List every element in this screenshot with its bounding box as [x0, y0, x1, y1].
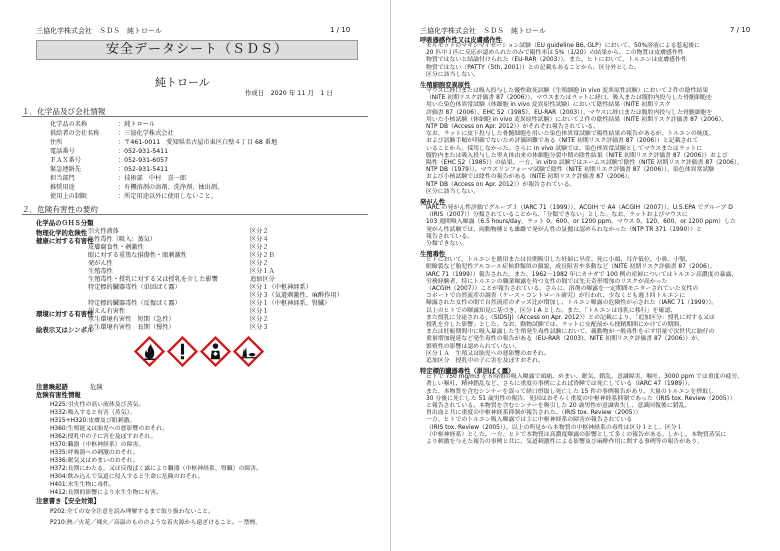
- ghs-class-category: 区分４: [250, 236, 269, 243]
- toxicology-text-line: （IRIS（2007））分類されていることから、「分類できない」とした。なお、ラットおよびマウスに: [426, 212, 688, 219]
- toxicology-text-line: （ACGIH（2007））ことが報告されている。さらに、溶剤の曝露を一定期間モニターされていた女性の: [426, 286, 699, 292]
- ghs-class-category: 区分１: [250, 308, 269, 315]
- company-info-label: 推奨用途: [50, 184, 75, 191]
- toxicology-text-line: 区分に該当しない。: [426, 71, 480, 78]
- toxicology-text-line: （IRIS tox. Review（2005））。以上の所見から本物質の中枢神経系の毒性は区分１とし、区分１: [426, 424, 683, 431]
- toxicology-text-line: 胃出血と共に重度の中枢神経系抑制が報告された。（IRIS tox. Review（2005））: [426, 410, 642, 417]
- exclamation-mark-pictogram-icon: [167, 336, 198, 367]
- product-name: 純トロール: [155, 76, 210, 89]
- toxicology-text-line: 物質ではないと結論付けられた（EU-RAR（2003））。また、ヒトにおいて、トルエンは皮膚感作性: [426, 57, 687, 64]
- hazard-statement: H315+H320:皮膚及び眼刺激。: [50, 418, 136, 424]
- toxicology-text-line: 20 匹中１匹に反応が認められたのみで陽性率は 5%（1/20）の結果から、この物質は皮膚感作性: [426, 50, 684, 57]
- ghs-class-category: 区分２Ｂ: [250, 252, 275, 259]
- hazard-statement: H370:臓器（中枢神経系）の障害。: [50, 442, 145, 448]
- environment-pictogram-icon: [233, 336, 264, 367]
- toxicology-text-line: 曝露された女性の間で自然流産のオッズ比が増加し、トルエン曝露の危険性が示された（IARC 71（1999））。: [426, 300, 718, 307]
- toxicology-text-line: または妊娠期間中に吸入暴露した生殖発生毒性試験において、親動物が一般毒性を示す用量で次世代に胎仔の: [426, 329, 715, 336]
- toxicology-text-line: モルモットのマキシマイゼーション試験（EU guideline B6, GLP）において、50%溶液による惹起後に: [426, 43, 701, 49]
- precautionary-statement: P210:熱／火花／裸火／高温のもののような着火源から遠ざけること。－禁煙。: [50, 520, 262, 526]
- toxicology-text-line: 用いた小核試験（体細胞 in vivo 変異原性試験）において２件の陰性結果（NITE 初期リスク評価書 87（2006）、: [426, 116, 728, 123]
- precautionary-statements-heading: 注意書き【安全対策】: [36, 497, 100, 505]
- page-header: 三協化学株式会社 ＳＤＳ 純トロール: [420, 27, 546, 35]
- toxicology-text-line: 授乳を介した影響」とした。なお、動物試験では、ラットに交配前から授精期間にかけての期間、: [426, 322, 686, 328]
- toxicology-text-line: なお、ラットに皮下投与した骨髄細胞を用いた染色体異常試験で陽性結果の報告があるが、トルエンの純度、: [426, 131, 715, 138]
- ghs-class-name: 皮膚腐食性・刺激性: [88, 244, 144, 251]
- company-info-value: ：純トロール: [118, 121, 156, 128]
- toxicology-text-line: 労務経験者、特にトルエンの職業曝露を持つ女性の間では先天奇形増加のリスクが高かった: [426, 278, 668, 285]
- toxicology-text-line: 区分１Ａ 生殖又は胎児への悪影響のおそれ。: [426, 350, 551, 357]
- toxicology-text-line: 分類できない。: [426, 241, 468, 247]
- ghs-class-category: 区分３（気道刺激性、麻酔作用）: [250, 292, 343, 299]
- toxicology-text-line: ヒトで 750 mg/m3 を８時間の吸入曝露で頭痛、めまい、眠気、錯乱、意識障害、嘔吐、3000 ppm では重度の疲労、: [426, 374, 744, 381]
- ghs-class-category: 区分１Ａ: [250, 268, 275, 275]
- toxicology-text-line: ヒトにおいて、トルエンを濫用または長期吸引した妊婦に早産、死に小頭、耳介低位、小鼻、小顎、: [426, 257, 691, 264]
- toxicology-heading: 特定標的臓器毒性（単回ばく露）: [420, 368, 515, 376]
- toxicology-text-line: （中枢神経系）とした。一方、ヒトで本物質は高濃度曝露の影響として多くの報告がある。しかし、本物質蒸気に: [426, 431, 727, 438]
- company-info-value: ：〒461-0011 愛知県名古屋市東区白壁４丁目 68 番地: [118, 139, 278, 146]
- toxicology-text-line: NTP DB（1979））、マウスリンフォーマ試験で陰性（NITE 初期リスク評価書 87（2006））、染色体異常試験: [426, 167, 715, 174]
- toxicology-text-line: IARC 71（1999））報告された。また、1962～1982 年にカナダで 100 例の産婦についてはトルエン高濃度の暴露、: [426, 271, 738, 278]
- hazard-statement: H360:生殖能又は胎児への悪影響のおそれ。: [50, 426, 169, 432]
- sds-page-right: [390, 0, 780, 551]
- ghs-class-name: 特定標的臓器毒性（単回ばく露）: [88, 284, 181, 291]
- page-number: 1 / 10: [330, 26, 351, 34]
- section2-heading: ２．危険有害性の要約: [22, 205, 98, 214]
- toxicology-text-line: 繁殖性の影響は認められていない。: [426, 343, 521, 350]
- toxicology-text-line: NTP DB（Access on Apr. 2012））が報告されている。: [426, 181, 576, 188]
- document-title: 安全データシート（ＳＤＳ）: [36, 40, 358, 60]
- toxicology-text-line: 眼瞼裂など胎児性アルコール症候群類似の顔貌、成長阻害や多動など（NITE 初期リスク評価書 87（2006）、: [426, 264, 716, 271]
- section1-heading: １．化学品及び会社情報: [22, 107, 106, 116]
- company-info-value: ：三協化学株式会社: [118, 130, 174, 137]
- page-header: 三協化学株式会社 ＳＤＳ 純トロール: [36, 27, 162, 35]
- hazard-statement: H332:吸入すると有害（蒸気）。: [50, 410, 136, 416]
- ghs-classification-heading: 化学品のＧＨＳ分類: [36, 219, 94, 227]
- company-info-label: 住所: [50, 139, 63, 146]
- toxicology-text-line: より刺激を与えた報告の事例と共に、気道刺激性による影響及び麻酔作用に関する事例等の報告があり、: [426, 439, 703, 445]
- toxicology-text-line: 発がん性試験では、両動物種とも雄雌で発がん性の証拠は認められなかった（NTP TR 371（1990））と: [426, 226, 703, 233]
- toxicology-text-line: 一方、ヒトでのトルエン吸入曝露では主に中枢神経系の障害が報告されている: [426, 417, 633, 424]
- toxicology-text-line: また、本物質を含むシンナーを誤って経口摂取し死亡した 15 件の事例報告があり、大量のトルエンを摂取し: [426, 388, 714, 395]
- company-info-label: 供給者の会社名称: [50, 130, 100, 137]
- toxicology-text-line: および小核試験では陰性の報告がある（NITE 初期リスク評価書 87（2006）、: [426, 174, 634, 181]
- toxicology-heading: 生殖細胞変異原性: [420, 82, 471, 89]
- toxicology-text-line: 追加区分 授乳中の子に害を及ぼすおそれ。: [426, 358, 545, 364]
- health-hazards-label: 健康に対する有害性: [36, 237, 94, 245]
- ghs-class-category: 追加区分: [250, 276, 275, 283]
- toxicology-text-line: 報告されている。: [426, 233, 474, 240]
- ghs-class-name: 水生環境有害性 長期（慢性）: [88, 324, 175, 331]
- hazard-statement: H336:眠気又はめまいのおそれ。: [50, 458, 139, 464]
- ghs-class-name: 生殖毒性: [88, 268, 113, 275]
- toxicology-text-line: また授乳に分泌される」（SIDS(J)（Access on Apr. 2012））との記載により、「追加区分：授乳に対する又は: [426, 314, 715, 321]
- ghs-class-category: 区分２: [250, 244, 269, 251]
- hazard-statement: H362:授乳中の子に害を及ぼすおそれ。: [50, 434, 157, 440]
- company-info-label: ＦＡＸ番号: [50, 157, 81, 164]
- environmental-hazards-label: 環境に対する有害性: [36, 310, 94, 318]
- toxicology-text-line: 腹腔内または吸入投与した睾丸体由来の体細胞分裂中期の陰性結果（NITE 初期リスク評価書 87（2006））および: [426, 152, 728, 159]
- health-hazard-pictogram-icon: [200, 336, 231, 367]
- section2-rule: [22, 214, 368, 215]
- toxicology-text-line: 著しい嘔吐、精神錯乱など、さらに重度の事例によれば昏睡では死亡している（IARC 47（1989））。: [426, 381, 694, 388]
- ghs-class-name: 引火性液体: [88, 228, 119, 235]
- hazard-statement: H225:引火性の高い液体及び蒸気。: [50, 402, 145, 408]
- toxicology-text-line: 物質ではない（PATTY（5th, 2001））との記載もあることから、区分外とした。: [426, 64, 640, 71]
- toxicology-text-line: 30 分後に死亡した 51 歳男性の報告、死因はおそらく重度の中枢神経系抑制であった（IRIS tox. Review（2005））: [426, 395, 736, 402]
- toxicology-text-line: 陽性（EHC 52（1985））の結果、一方、in vitro 試験ではエームス試験で陰性（NITE 初期リスク評価書 87（2006）、: [426, 160, 743, 166]
- toxicology-text-line: （NITE 初期リスク評価書 87（2006））、マウスまたはラットに経口、吸入または腹腔内投与した骨髄細胞を: [426, 95, 713, 102]
- hazard-statements-heading: 危険有害性情報: [36, 391, 81, 399]
- toxicology-text-line: 重量増加遅延など発生毒性の報告がある（EU-RAR（2003）、NITE 初期リスク評価書 87（2006））が、: [426, 336, 703, 343]
- toxicology-text-line: 評価書 87（2006）、EHC 52（1985）、EU-RAR（2003））、マウスに経口または腹腔内投与した骨髄細胞を: [426, 109, 713, 116]
- company-info-value: ：所定用途以外に使用しないこと。: [118, 193, 217, 200]
- toxicology-text-line: 103 週間吸入曝露（6.5 hours/day、ラット 0、600、or 1200 ppm、マウス 0、120、600、or 1200 ppm）した: [426, 219, 736, 226]
- toxicology-text-line: 用いた染色体異常試験（体細胞 in vivo 変異原性試験）において陰性結果（NITE 初期リスク: [426, 102, 671, 109]
- ghs-pictograms: [134, 336, 264, 370]
- ghs-class-category: 区分２: [250, 260, 269, 267]
- signal-word: 危険: [90, 383, 103, 391]
- ghs-class-name: 誤えん有害性: [88, 308, 126, 315]
- toxicology-text-line: NTP DB（Access on Apr. 2012））がそれぞれ報告されている。: [426, 124, 599, 130]
- creation-date-value: 2020 年 11 月 1 日: [270, 89, 333, 97]
- ghs-class-category: 区分１（中枢神経系）: [250, 284, 312, 291]
- toxicology-text-line: コホートで自然流産の調査（ケース・コントロール研究）が行われ、少なくとも週３回トルエンに: [426, 293, 686, 300]
- section1-rule: [22, 116, 368, 117]
- toxicology-text-line: 区分に該当しない。: [426, 188, 480, 195]
- ghs-class-category: 区分１（中枢神経系、腎臓）: [250, 300, 331, 307]
- toxicology-text-line: 以上のヒトでの曝露知見に基づき、区分１A とした。また、「トルエンは母乳に移行」を確認、: [426, 307, 677, 314]
- company-info-label: 使用上の制限: [50, 193, 88, 200]
- company-info-label: 電話番号: [50, 148, 75, 155]
- company-info-label: 担当部門: [50, 175, 75, 182]
- ghs-class-name: 急性毒性（吸入：蒸気）: [88, 236, 157, 243]
- toxicology-text-line: と報告されている。本物質を含むシンナーを吸引した 20 歳男性が意識喪失し、意識回復後に錯乱、: [426, 403, 691, 409]
- toxicology-text-line: マウスに経口または吸入投与した優性致死試験（生殖細胞 in vivo 変異原性試験）において２件の陰性結果: [426, 88, 709, 94]
- flame-pictogram-icon: [134, 336, 165, 367]
- toxicology-heading: 発がん性: [420, 199, 446, 206]
- signal-word-label: 注意喚起語: [36, 383, 68, 391]
- toxicology-text-line: および試験手順が明確でないため評価困難である（NITE 初期リスク評価書 87（2006））と記載されて: [426, 138, 699, 145]
- ghs-class-name: 発がん性: [88, 260, 113, 267]
- company-info-value: ：052-931-6057: [118, 157, 169, 164]
- ghs-class-name: 特定標的臓器毒性（反復ばく露）: [88, 300, 181, 307]
- ghs-class-name: 眼に対する重篤な損傷性・眼刺激性: [88, 252, 187, 259]
- toxicology-text-line: いることから、採用しなかった。さらに in vivo 試験では、染色体異常試験としてマウスまたはラットに: [426, 145, 703, 152]
- physical-hazards-label: 物理化学的危険性: [36, 229, 88, 237]
- hazard-statement: H304:飲み込んで気道に侵入すると生命に危険のおそれ。: [50, 474, 204, 480]
- company-info-label: 化学品の名称: [50, 121, 88, 128]
- creation-date-label: 作成日: [245, 89, 265, 97]
- ghs-class-category: 区分３: [250, 324, 269, 331]
- hazard-statement: H412:長期的影響により水生生物に有害。: [50, 490, 162, 496]
- company-info-value: ：052-931-5411: [118, 148, 169, 155]
- toxicology-heading: 生殖毒性: [420, 251, 446, 259]
- company-info-value: ：技術部 中村 喜一郎: [118, 175, 187, 182]
- hazard-statement: H372:長期にわたる、又は反復ばく露により臓器（中枢神経系、腎臓）の障害。: [50, 466, 263, 472]
- creation-date: [245, 88, 333, 97]
- hazard-statement: H335:呼吸器への刺激のおそれ。: [50, 450, 139, 456]
- page-number: 7 / 10: [730, 26, 751, 34]
- hazard-statement: H401:水生生物に毒性。: [50, 482, 115, 488]
- toxicology-text-line: IARC の発がん性評価でグループ３（IARC 71（1999））、ACGIH で A4（ACGIH（2007））、U.S.EPA でグループ D: [426, 205, 733, 211]
- ghs-class-category: 区分２: [250, 228, 269, 235]
- company-info-value: ：有機溶剤の溶剤、洗浄剤、抽出剤。: [118, 184, 224, 191]
- ghs-class-name: 水生環境有害性 短期（急性）: [88, 316, 175, 323]
- company-info-label: 緊急連絡先: [50, 166, 81, 173]
- toxicology-heading: 呼吸器感作性又は皮膚感作性: [420, 37, 502, 44]
- precautionary-statement: P202:全ての安全注意を読み理解するまで取り扱わないこと。: [50, 509, 215, 515]
- ghs-class-name: 生殖毒性・授乳に対する又は授乳を介した影響: [88, 276, 218, 283]
- pictogram-label: 絵表示又はシンボル: [36, 326, 94, 334]
- company-info-value: ：052-931-5411: [118, 166, 169, 173]
- ghs-class-category: 区分２: [250, 316, 269, 323]
